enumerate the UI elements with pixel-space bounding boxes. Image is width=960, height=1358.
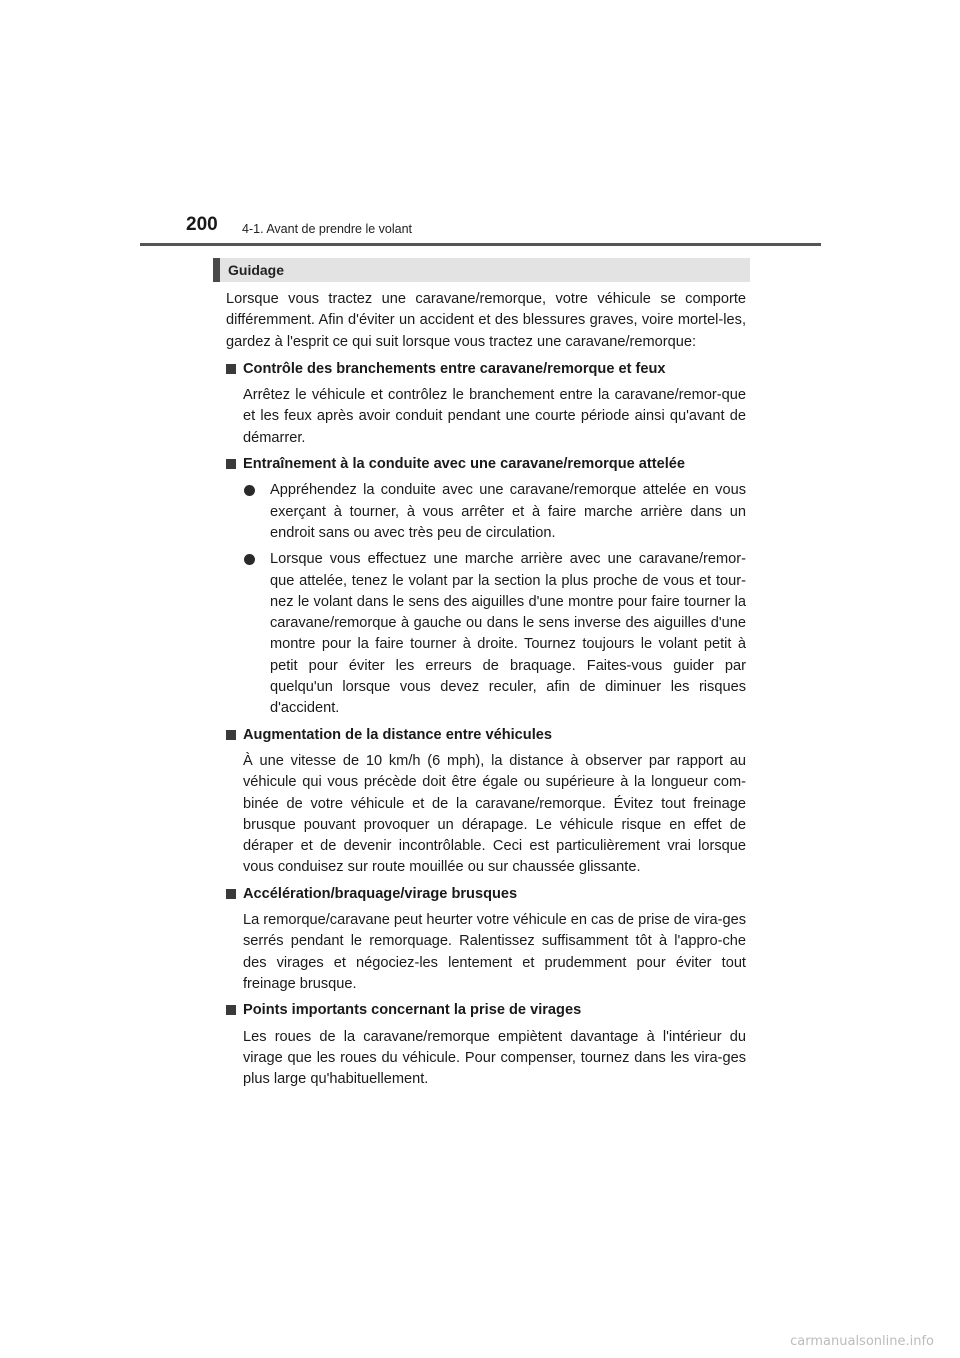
item-paragraph: Arrêtez le véhicule et contrôlez le branchement entre la caravane/remor-que et les feux après avoir conduit pendant une courte période ainsi qu'avant de démarrer. [243, 387, 746, 446]
item-body [226, 751, 746, 879]
section-heading-bar [213, 258, 750, 282]
item-heading [226, 725, 746, 746]
square-bullet-icon [226, 889, 236, 899]
item-distance [226, 725, 746, 879]
square-bullet-icon [226, 364, 236, 374]
section-title: Guidage [228, 262, 285, 278]
item-heading-text: Points importants concernant la prise de virages [243, 1002, 582, 1019]
intro-paragraph: Lorsque vous tractez une caravane/remorque, votre véhicule se comporte différemment. Afin d'éviter un accident et des blessures graves, voire mortel-les, gardez à l'esprit ce qui suit lorsque vous tractez une caravane/remorque: [226, 291, 746, 350]
item-acceleration [226, 884, 746, 995]
square-bullet-icon [226, 459, 236, 469]
chapter-title: 4-1. Avant de prendre le volant [242, 222, 413, 236]
bullet-text: Lorsque vous effectuez une marche arrière avec une caravane/remor-que attelée, tenez le volant par la section la plus proche de vous et tour-nez le volant dans le sens des aiguilles d'une montre pour faire tourner la caravane/remorque à gauche ou dans le sens inverse des aiguilles d'une montre pour la faire tourner à droite. Tournez toujours le volant petit à petit pour éviter les erreurs de braquage. Faites-vous guider par quelqu'un lorsque vous devez reculer, afin de diminuer les risques d'accident. [270, 551, 746, 717]
item-heading-text: Accélération/braquage/virage brusques [243, 885, 518, 902]
item-virages [226, 1000, 746, 1090]
item-heading-text: Augmentation de la distance entre véhicules [243, 726, 552, 743]
item-paragraph: Les roues de la caravane/remorque empiètent davantage à l'intérieur du virage que les roues du véhicule. Pour compenser, tournez dans les vira-ges plus large qu'habituellement. [243, 1028, 746, 1088]
item-heading [226, 884, 746, 905]
round-bullet-icon [244, 554, 255, 565]
item-heading [226, 454, 746, 475]
square-bullet-icon [226, 730, 236, 740]
watermark-text: carmanualsonline.info [790, 1334, 934, 1349]
item-heading [226, 1000, 746, 1021]
item-heading-text: Contrôle des branchements entre caravane/remorque et feux [243, 360, 666, 377]
item-paragraph: La remorque/caravane peut heurter votre véhicule en cas de prise de vira-ges serrés pendant le remorquage. Ralentissez suffisamment tôt à l'appro-che des virages et négociez-les lentement et prudemment pour éviter tout freinage brusque. [243, 912, 746, 992]
page-number: 200 [186, 214, 218, 235]
item-paragraph: À une vitesse de 10 km/h (6 mph), la distance à observer par rapport au véhicule qui vous précède doit être égale ou supérieure à la longueur com-binée de votre véhicule et de la caravane/remorque. Évitez tout freinage brusque pouvant provoquer un dérapage. Le véhicule risque en effet de déraper et de devenir incontrôlable. Ceci est particulièrement vrai lorsque vous conduisez sur route mouillée ou sur chaussée glissante. [243, 752, 746, 876]
header-rule [140, 243, 821, 246]
bullet-item [226, 480, 746, 544]
item-entrainement [226, 454, 746, 720]
bullet-item [226, 549, 746, 719]
item-branchements [226, 359, 746, 449]
bullet-text: Appréhendez la conduite avec une caravane/remorque attelée en vous exerçant à tourner, à vous arrêter et à faire marche arrière dans un endroit sans ou avec très peu de circulation. [270, 482, 746, 541]
item-heading [226, 359, 746, 380]
item-body [226, 910, 746, 995]
main-content [226, 289, 746, 1095]
item-body [226, 385, 746, 449]
item-heading-text: Entraînement à la conduite avec une caravane/remorque attelée [243, 456, 686, 473]
item-body [226, 1027, 746, 1091]
round-bullet-icon [244, 485, 255, 496]
square-bullet-icon [226, 1005, 236, 1015]
